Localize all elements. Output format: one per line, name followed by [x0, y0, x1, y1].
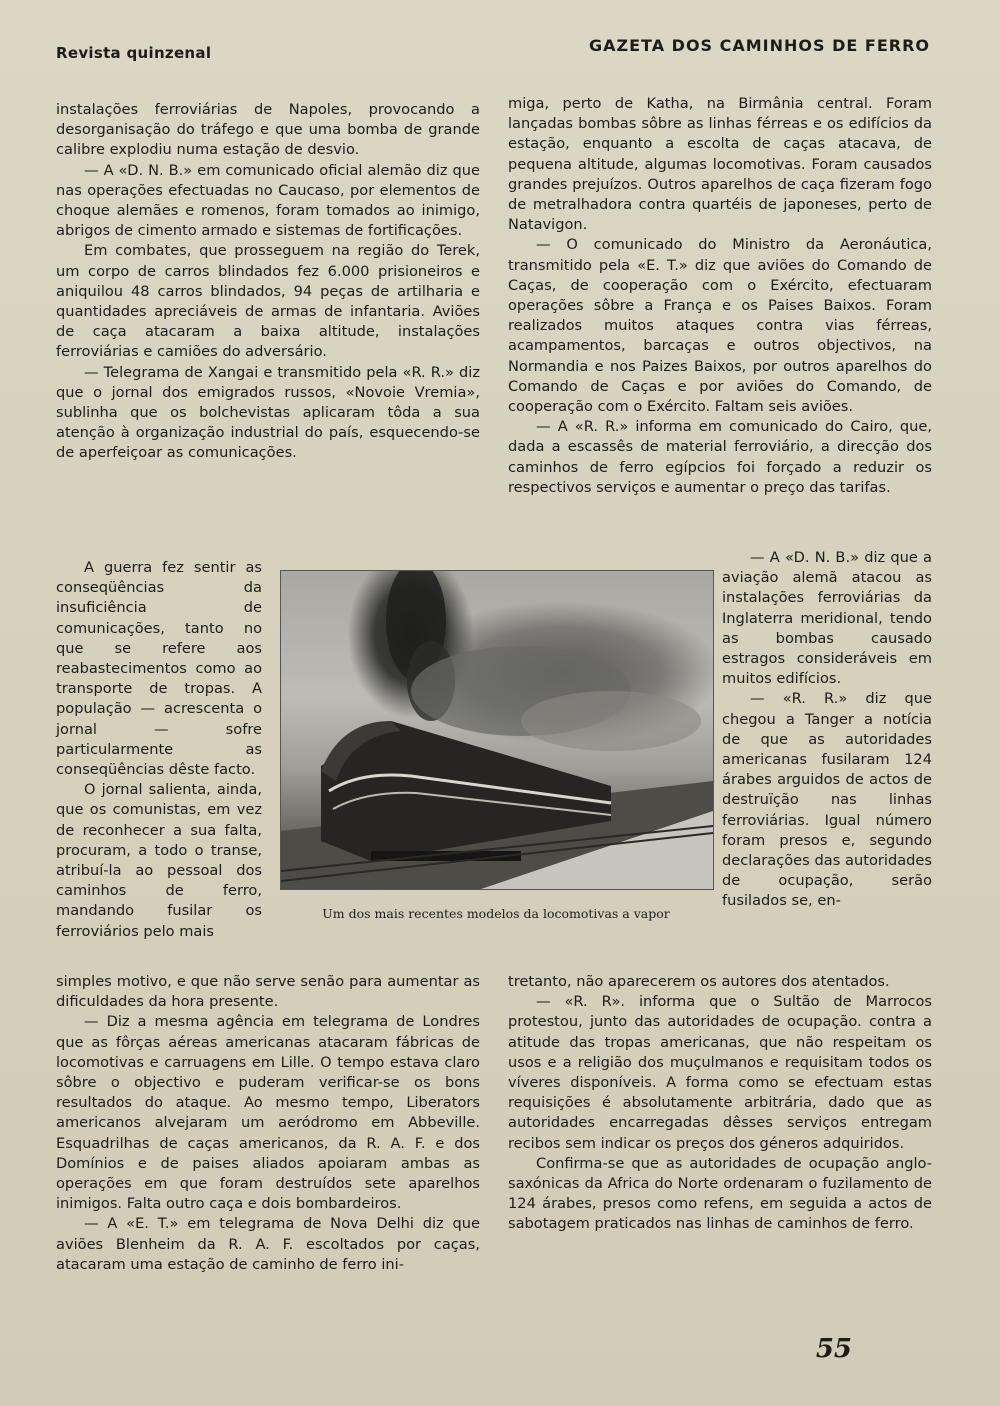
paragraph: A guerra fez sentir as conseqüências da insuficiência de comunicações, tanto no que se refere aos reabastecimentos como ao transporte de tropas. A população — acrescenta o jornal — sofre particularmente as conseqüências dêste facto. [56, 559, 262, 779]
header-left: Revista quinzenal [56, 44, 212, 62]
page-number: 55 [815, 1334, 852, 1364]
paragraph: — O comunicado do Ministro da Aeronáutica, transmitido pela «E. T.» diz que aviões do Comando de Caças, de cooperação com o Exército, efectuaram operações sôbre a França e os Paises Baixos. Foram realizados muitos ataques contra vias férreas, acampamentos, barcaças e outros objectivos, na Normandia e nos Paizes Baixos, por outros aparelhos do Comando de Caças e por aviões do Comando, de cooperação com o Exército. Faltam seis aviões. [508, 236, 932, 416]
paragraph: simples motivo, e que não serve senão para aumentar as dificuldades da hora presente. [56, 973, 480, 1011]
left-wrap-column [56, 558, 262, 942]
paragraph: instalações ferroviárias de Napoles, provocando a desorganisação do tráfego e que uma bomba de grande calibre explodiu numa estação de desvio. [56, 101, 480, 159]
paragraph: — Diz a mesma agência em telegrama de Londres que as fôrças aéreas americanas atacaram fábricas de locomotivas e carruagens em Lille. O tempo estava claro sôbre o objectivo e puderam verificar-se os bons resultados do ataque. Ao mesmo tempo, Liberators americanos alvejaram um aeródromo em Abbeville. Esquadrilhas de caças americanos, da R. A. F. e dos Domínios e de paises aliados apoiaram ambas as operações em que foram destruídos sete aparelhos inimigos. Falta outro caça e dois bombardeiros. [56, 1013, 480, 1213]
locomotive-photo [280, 570, 714, 890]
paragraph: — A «R. R.» informa em comunicado do Cairo, que, dada a escassês de material ferroviário, a direcção dos caminhos de ferro egípcios foi forçado a reduzir os respectivos serviços e aumentar o preço das tarifas. [508, 418, 932, 496]
paragraph: — «R. R». informa que o Sultão de Marrocos protestou, junto das autoridades de ocupação. contra a atitude das tropas americanas, que não respeitam os usos e a religião dos muçulmanos e requisitam todos os víveres disponíveis. A forma como se efectuam estas requisições é absolutamente arbitrária, dado que as autoridades encarregadas dêsses serviços entregam recibos sem indicar os preços dos géneros adquiridos. [508, 993, 932, 1152]
paragraph: tretanto, não aparecerem os autores dos atentados. [508, 973, 890, 990]
photo-caption: Um dos mais recentes modelos da locomotivas a vapor [322, 906, 670, 921]
paragraph: — Telegrama de Xangai e transmitido pela «R. R.» diz que o jornal dos emigrados russos, «Novoie Vremia», sublinha que os bolchevistas aplicaram tôda a sua atenção à organização industrial do país, esquecendo-se de aperfeiçoar as comunicações. [56, 363, 480, 462]
right-wrap-column [722, 548, 932, 912]
right-bottom-column [508, 972, 932, 1235]
left-column [56, 100, 480, 464]
locomotive-illustration [281, 571, 713, 889]
paragraph: Em combates, que prosseguem na região do Terek, um corpo de carros blindados fez 6.000 prisioneiros e aniquilou 48 carros blindados, 94 peças de artilharia e quantidades apreciáveis de armas de infantaria. Aviões de caça atacaram a baixa altitude, instalações ferroviárias e camiões do adversário. [56, 242, 480, 361]
left-bottom-column [56, 972, 480, 1275]
paragraph: — A «D. N. B.» diz que a aviação alemã atacou as instalações ferroviárias da Inglaterra meridional, tendo as bombas causado estragos consideráveis em muitos edifícios. [722, 549, 932, 688]
header-right: GAZETA DOS CAMINHOS DE FERRO [588, 36, 930, 55]
paragraph: Confirma-se que as autoridades de ocupação anglo-saxónicas da Africa do Norte ordenaram o fuzilamento de 124 árabes, presos como refens, em seguida a actos de sabotagem praticados nas linhas de caminhos de ferro. [508, 1154, 932, 1233]
paragraph: O jornal salienta, ainda, que os comunistas, em vez de reconhecer a sua falta, procuram, a todo o transe, atribuí-la ao pessoal dos caminhos de ferro, mandando fusilar os ferroviários pelo mais [56, 781, 262, 940]
right-column [508, 94, 932, 498]
paragraph: — A «E. T.» em telegrama de Nova Delhi diz que aviões Blenheim da R. A. F. escoltados por caças, atacaram uma estação de caminho de ferro ini- [56, 1215, 480, 1273]
paragraph: miga, perto de Katha, na Birmânia central. Foram lançadas bombas sôbre as linhas férreas e os edifícios da estação, enquanto a escolta de caças atacava, de pequena altitude, algumas locomotivas. Foram causados grandes prejuízos. Outros aparelhos de caça fizeram fogo de metralhadora contra quartéis de japoneses, perto de Natavigon. [508, 95, 932, 234]
paragraph: — «R. R.» diz que chegou a Tanger a notícia de que as autoridades americanas fusilaram 124 árabes arguidos de actos de destruïção nas linhas ferroviárias. Igual número foram presos e, segundo declarações das autoridades de ocupação, serão fusilados se, en- [722, 690, 932, 910]
paragraph: — A «D. N. B.» em comunicado oficial alemão diz que nas operações efectuadas no Caucaso, por elementos de choque alemães e romenos, foram tomados ao inimigo, abrigos de cimento armado e sistemas de fortificações. [56, 161, 480, 240]
